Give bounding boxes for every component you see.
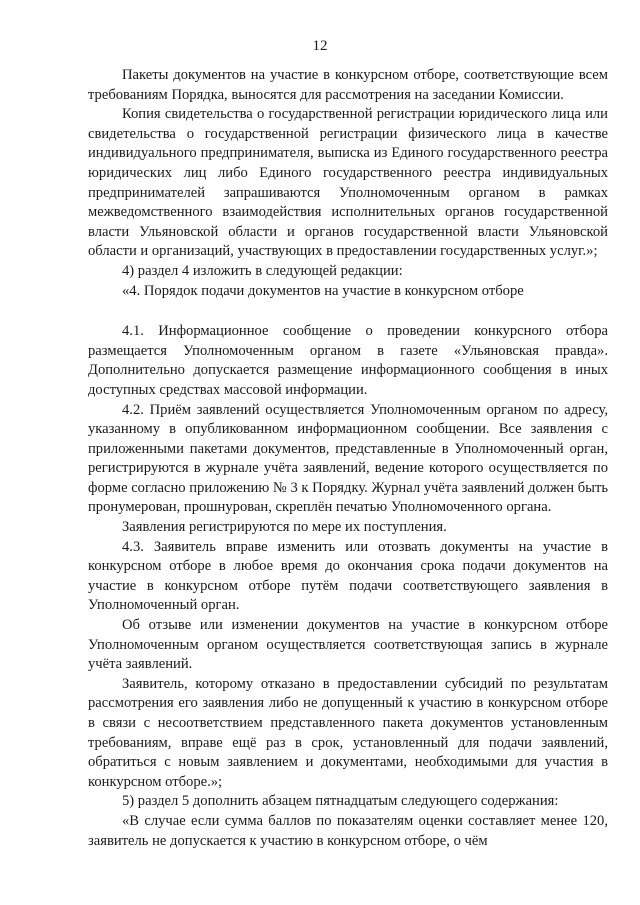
document-body (88, 66, 608, 848)
paragraph-4-1: 4.1. Информационное сообщение о проведении конкурсного отбора размещается Уполномоченным органом в газете «Ульяновская правда». Дополнительно допускается размещение информационного сообщения в иных доступных средствах массовой информации. (88, 323, 608, 398)
paragraph-repeat-application: Заявитель, которому отказано в предоставлении субсидий по результатам рассмотрения его заявления либо не допущенный к участию в конкурсном отборе в связи с несоответствием представленного пакета документов установленным требованиям, вправе ещё раз в срок, установленный для подачи заявлений, обратиться с новым заявлением и документами, необходимыми для участия в конкурсном отборе.»; (88, 675, 608, 790)
page-bottom-clip (88, 812, 608, 848)
paragraph-score-threshold: «В случае если сумма баллов по показателям оценки составляет менее 120, заявитель не допускается к участию в конкурсном отборе, о чём (88, 812, 608, 848)
section-4-heading: «4. Порядок подачи документов на участие в конкурсном отборе (122, 282, 524, 299)
paragraph-4-2: 4.2. Приём заявлений осуществляется Уполномоченным органом по адресу, указанному в опубликованном информационном сообщении. Все заявления с приложенными пакетами документов, представленные в Уполномоченный орган, регистрируются в журнале учёта заявлений, ведение которого осуществляется по форме согласно приложению № 3 к Порядку. Журнал учёта заявлений должен быть пронумерован, прошнурован, скреплён печатью Уполномоченного органа. (88, 401, 608, 516)
paragraph-section-4-intro: 4) раздел 4 изложить в следующей редакции: (122, 262, 403, 279)
paragraph-spacer (88, 301, 608, 322)
paragraph-4-3: 4.3. Заявитель вправе изменить или отозвать документы на участие в конкурсном отборе в любое время до окончания срока подачи документов на участие в конкурсном отборе путём подачи соответствующего заявления в Уполномоченный орган. (88, 538, 608, 614)
paragraph-packages-review: Пакеты документов на участие в конкурсном отборе, соответствующие всем требованиям Порядка, выносятся для рассмотрения на заседании Комиссии. (88, 67, 608, 103)
paragraph-registration-copies: Копия свидетельства о государственной регистрации юридического лица или свидетельства о государственной регистрации физического лица в качестве индивидуального предпринимателя, выписка из Единого государственного реестра юридических лиц либо Единого государственного реестра индивидуальных предпринимателей запрашиваются Уполномоченным органом в рамках межведомственного взаимодействия исполнительных органов государственной власти Ульяновской области и органов государственной власти Ульяновской области и организаций, участвующих в предоставлении государственных услуг.»; (88, 106, 608, 260)
paragraph-section-5-intro: 5) раздел 5 дополнить абзацем пятнадцатым следующего содержания: (122, 793, 559, 810)
paragraph-withdrawal-record: Об отзыве или изменении документов на участие в конкурсном отборе Уполномоченным органом осуществляется соответствующая запись в журнале учёта заявлений. (88, 617, 608, 673)
page-number: 12 (312, 38, 328, 54)
paragraph-registration-order: Заявления регистрируются по мере их поступления. (122, 519, 447, 536)
